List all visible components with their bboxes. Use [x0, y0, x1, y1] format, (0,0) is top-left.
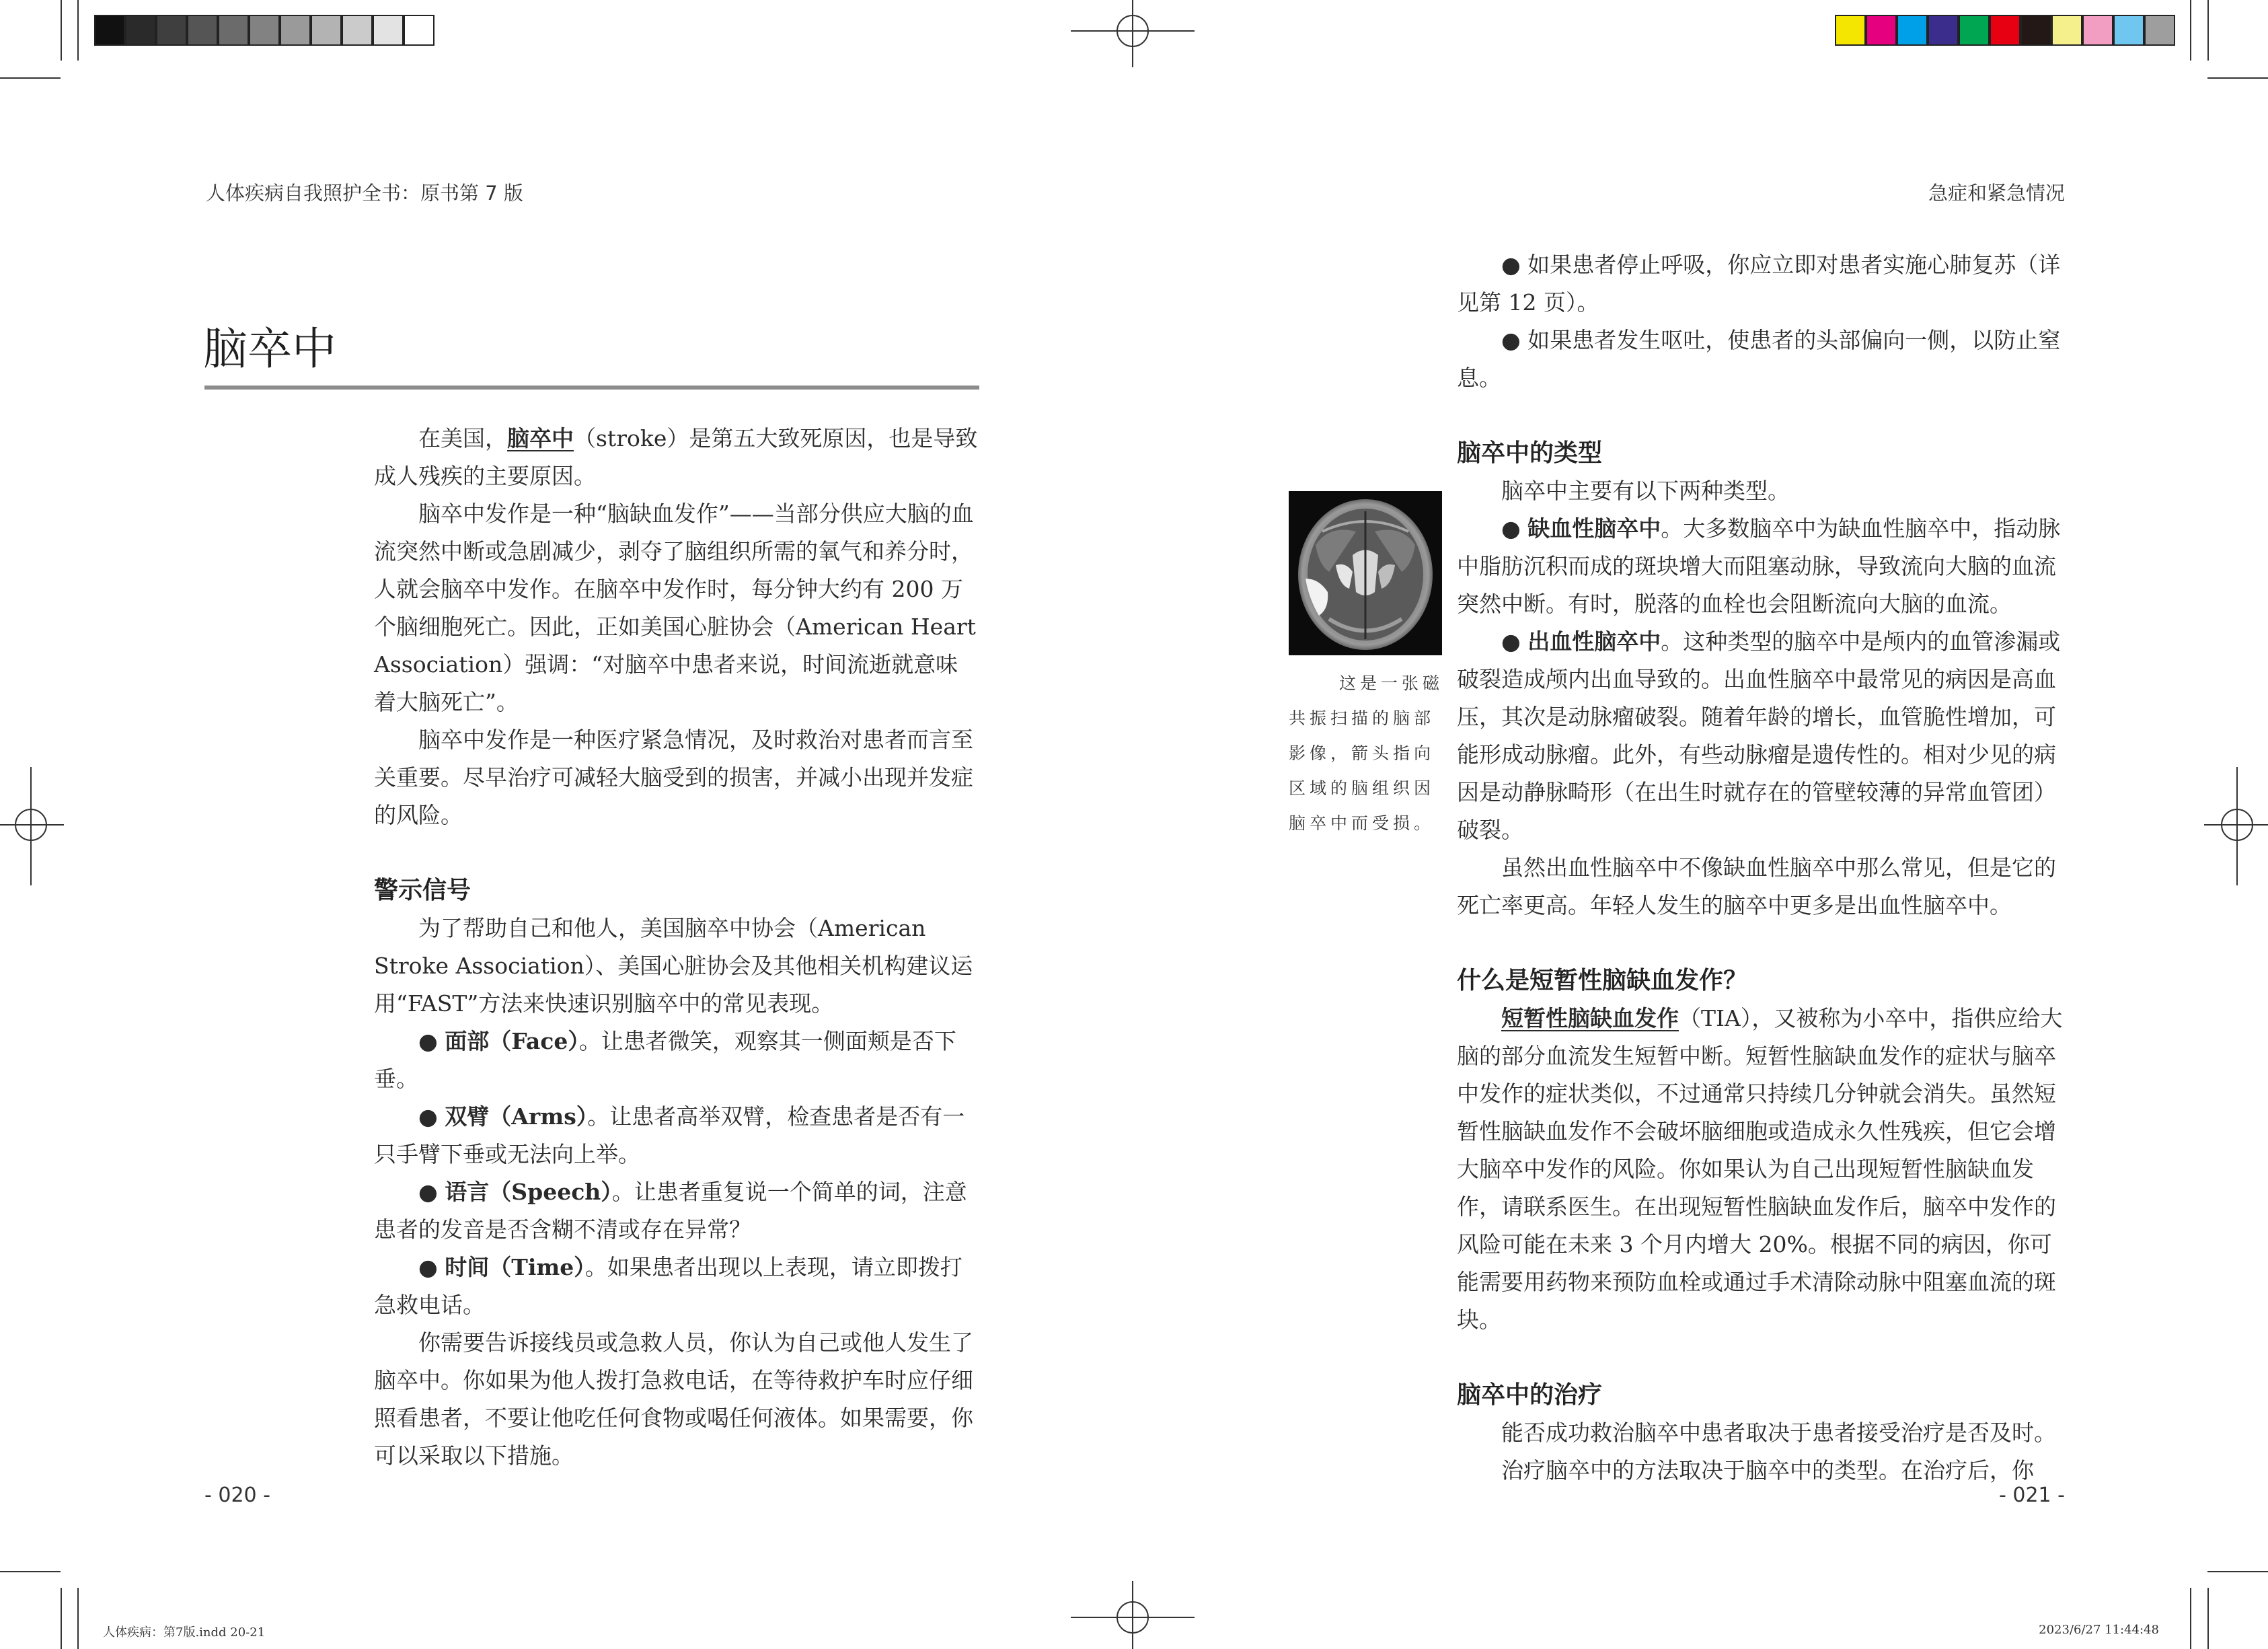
tia-heading: 什么是短暂性脑缺血发作？ [1457, 967, 1748, 994]
page-title: 脑卒中 [203, 323, 336, 375]
color-swatch [2051, 15, 2082, 46]
title-rule [204, 386, 979, 390]
color-swatch [2113, 15, 2144, 46]
color-swatch [2144, 15, 2175, 46]
intro-paragraph-2: 脑卒中发作是一种“脑缺血发作”——当部分供应大脑的血流突然中断或急剧减少，剥夺了脑组织所需的氧气和养分时，人就会脑卒中发作。在脑卒中发作时，每分钟大约有 200 万个脑细胞死亡。因此，正如美国心脏协会（American Heart Association）强调：“对脑卒中患者来说，时间流逝就意味着大脑死亡”。 [374, 501, 976, 715]
image-caption: 这是一张磁 共振扫描的脑部 影像，箭头指向 区域的脑组织因 脑卒中而受损。 [1289, 673, 1443, 833]
color-swatch [94, 15, 125, 46]
fast-item-speech: ● 语言（Speech）。让患者重复说一个简单的词，注意患者的发音是否含糊不清或存在异常？ [374, 1179, 967, 1243]
color-swatch [125, 15, 156, 46]
intro-paragraph-1: 在美国，脑卒中（stroke）是第五大致死原因，也是导致成人残疾的主要原因。 [374, 425, 978, 489]
color-swatch [1990, 15, 2020, 46]
color-swatch [1928, 15, 1959, 46]
hemorrhagic-stroke-item: ● 出血性脑卒中。这种类型的脑卒中是颅内的血管渗漏或破裂造成颅内出血导致的。出血性脑卒中最常见的病因是高血压，其次是动脉瘤破裂。随着年龄的增长，血管脆性增加，可能形成动脉瘤。此外，有些动脉瘤是遗传性的。相对少见的病因是动静脉畸形（在出生时就存在的管壁较薄的异常血管团）破裂。 [1457, 628, 2061, 843]
color-swatch [218, 15, 249, 46]
right-body [1457, 246, 2065, 1490]
warning-intro: 为了帮助自己和他人，美国脑卒中协会（American Stroke Association）、美国心脏协会及其他相关机构建议运用“FAST”方法来快速识别脑卒中的常见表现。 [374, 915, 973, 1017]
color-swatch [249, 15, 280, 46]
color-swatch [1866, 15, 1897, 46]
types-closing: 虽然出血性脑卒中不像缺血性脑卒中那么常见，但是它的死亡率更高。年轻人发生的脑卒中更多是出血性脑卒中。 [1457, 854, 2056, 918]
fast-item-time: ● 时间（Time）。如果患者出现以上表现，请立即拨打急救电话。 [374, 1254, 962, 1318]
intro-paragraph-3: 脑卒中发作是一种医疗紧急情况，及时救治对患者而言至关重要。尽早治疗可减轻大脑受到的损害，并减小出现并发症的风险。 [374, 727, 973, 828]
stroke-types-heading: 脑卒中的类型 [1457, 439, 1603, 467]
stroke-term: 脑卒中 [507, 425, 574, 451]
color-swatch [2020, 15, 2051, 46]
date-slug: 2023/6/27 11:44:48 [2039, 1623, 2159, 1637]
color-swatch [156, 15, 187, 46]
color-swatch [342, 15, 373, 46]
vomit-bullet: ● 如果患者发生呕吐，使患者的头部偏向一侧，以防止窒息。 [1457, 327, 2061, 391]
closing-paragraph: 你需要告诉接线员或急救人员，你认为自己或他人发生了脑卒中。你如果为他人拨打急救电话，在等待救护车时应仔细照看患者，不要让他吃任何食物或喝任何液体。如果需要，你可以采取以下措施。 [374, 1329, 973, 1469]
tia-paragraph: 短暂性脑缺血发作（TIA），又被称为小卒中，指供应给大脑的部分血流发生短暂中断。短暂性脑缺血发作的症状与脑卒中发作的症状类似，不过通常只持续几分钟就会消失。虽然短暂性脑缺血发作不会破坏脑细胞或造成永久性残疾，但它会增大脑卒中发作的风险。你如果认为自己出现短暂性脑缺血发作，请联系医生。在出现短暂性脑缺血发作后，脑卒中发作的风险可能在未来 3 个月内增大 20%。根据不同的病因，你可能需要用药物来预防血栓或通过手术清除动脉中阻塞血流的斑块。 [1457, 1005, 2063, 1333]
types-intro: 脑卒中主要有以下两种类型。 [1501, 478, 1790, 504]
left-body [374, 420, 979, 1475]
right-running-header: 急症和紧急情况 [1928, 182, 2065, 205]
ischemic-stroke-item: ● 缺血性脑卒中。大多数脑卒中为缺血性脑卒中，指动脉中脂肪沉积而成的斑块增大而阻塞动脉，导致流向大脑的血流突然中断。有时，脱落的血栓也会阻断流向大脑的血流。 [1457, 515, 2061, 617]
color-swatch [373, 15, 404, 46]
color-swatch [404, 15, 434, 46]
left-page-number: - 020 - [204, 1483, 270, 1507]
cpr-bullet: ● 如果患者停止呼吸，你应立即对患者实施心肺复苏（详见第 12 页）。 [1457, 252, 2061, 316]
left-running-header: 人体疾病自我照护全书：原书第 7 版 [206, 182, 523, 205]
tia-term: 短暂性脑缺血发作 [1501, 1005, 1679, 1031]
file-slug: 人体疾病：第7版.indd 20-21 [103, 1625, 266, 1640]
fast-item-arms: ● 双臂（Arms）。让患者高举双臂，检查患者是否有一只手臂下垂或无法向上举。 [374, 1103, 965, 1167]
treatment-line-1: 能否成功救治脑卒中患者取决于患者接受治疗是否及时。 [1501, 1420, 2056, 1446]
warning-signs-heading: 警示信号 [374, 877, 471, 904]
color-swatch [187, 15, 218, 46]
brain-mri-image [1289, 491, 1442, 655]
treatment-heading: 脑卒中的治疗 [1457, 1381, 1603, 1409]
color-swatch [1897, 15, 1928, 46]
color-swatch [2082, 15, 2113, 46]
color-swatch [1835, 15, 1866, 46]
color-swatch [311, 15, 342, 46]
treatment-line-2: 治疗脑卒中的方法取决于脑卒中的类型。在治疗后，你 [1501, 1457, 2034, 1483]
color-swatch [280, 15, 311, 46]
fast-item-face: ● 面部（Face）。让患者微笑，观察其一侧面颊是否下垂。 [374, 1028, 956, 1092]
color-swatch [1959, 15, 1990, 46]
right-page-number: - 021 - [1999, 1483, 2065, 1507]
